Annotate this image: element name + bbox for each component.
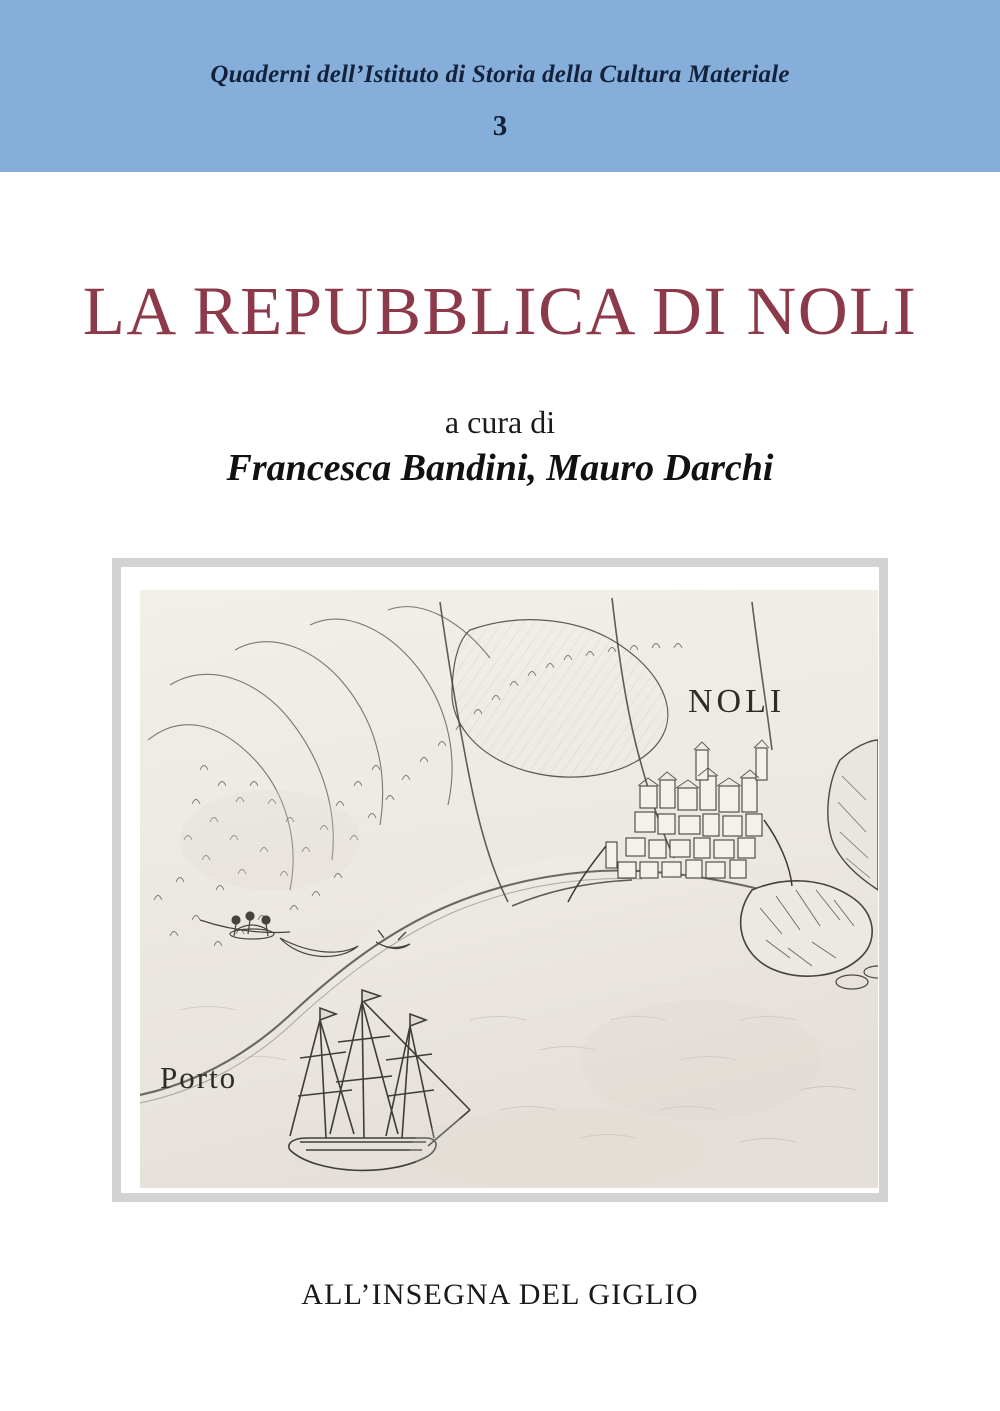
series-number: 3 [492, 110, 508, 142]
map-label-noli: NOLI [688, 683, 786, 720]
edited-by-label: a cura di [444, 404, 556, 440]
cover-illustration [140, 590, 878, 1188]
publisher-name: ALL’INSEGNA DEL GIGLIO [301, 1278, 699, 1311]
series-title: Quaderni dell’Istituto di Storia della Cultura Materiale [210, 61, 790, 88]
page-title: LA REPUBBLICA DI NOLI [82, 273, 918, 349]
series-banner [0, 0, 1000, 172]
editor-names: Francesca Bandini, Mauro Darchi [226, 447, 774, 489]
map-engraving-icon [140, 590, 878, 1188]
map-label-porto: Porto [160, 1060, 238, 1095]
cover-illustration-frame [112, 558, 888, 1202]
